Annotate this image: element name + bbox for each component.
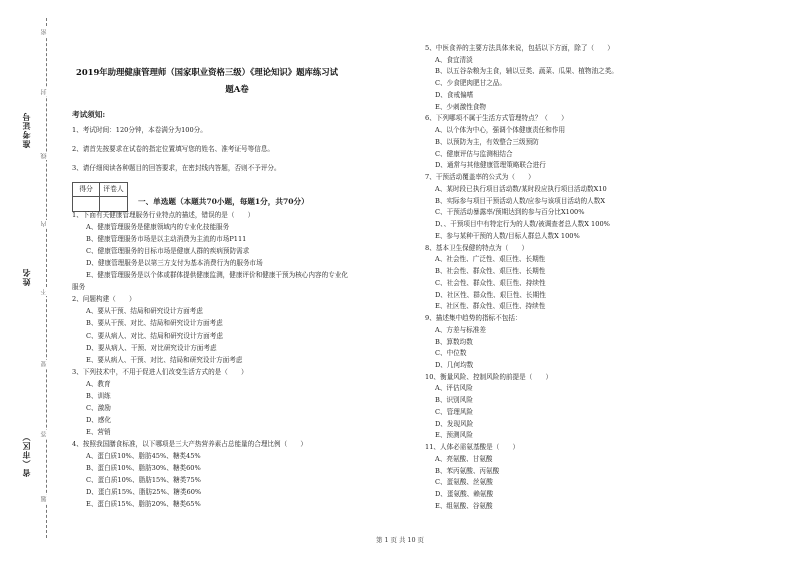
answer-option: D、、干预项目中有特定行为的人数/被调查者总人数X 100% [435, 220, 610, 229]
question-stem: 5、中医食养的主要方法具体来说，包括以下方面，除了（ ） [425, 44, 614, 52]
seal-mark: 内 [41, 221, 48, 227]
notice-heading: 考试须知: [72, 110, 106, 119]
answer-option: E、参与某种干预的人数/目标人群总人数X 100% [435, 231, 580, 240]
seal-mark: 不 [41, 289, 48, 295]
answer-option: C、中位数 [435, 349, 467, 358]
answer-option: C、要从病人、对比、结局和研究设计方面考虑 [86, 331, 223, 340]
notice-item: 3、请仔细阅读各种题目的回答要求，在密封线内答题，否则不予评分。 [72, 164, 281, 172]
answer-option: D、蛋白质15%、脂肪25%、糖类60% [86, 488, 202, 497]
answer-option: B、社会性、群众性、艰巨性、长期性 [435, 267, 546, 276]
notice-item: 1、考试时间：120分钟，本卷满分为100分。 [72, 126, 207, 134]
answer-option: D、通常与其他健康管理策略联合进行 [435, 161, 546, 170]
seal-mark: 题 [41, 496, 48, 502]
question-stem: 7、干预活动覆盖率的公式为（ ） [425, 173, 535, 182]
field-province: 省（市区） [21, 432, 31, 477]
answer-option: E、营销 [86, 427, 111, 436]
answer-option: B、算数均数 [435, 337, 473, 346]
question-stem: 3、下列技术中，不用于促进人们改变生活方式的是（ ） [72, 367, 248, 376]
question-stem: 8、基本卫生保健的特点为（ ） [425, 243, 529, 252]
answer-option: D、社区性、群众性、艰巨性、长期性 [435, 290, 546, 299]
answer-option: D、健康管理服务是以第三方支付为基本消费行为的服务市场 [86, 259, 263, 268]
answer-option: C、社会性、群众性、艰巨性、持续性 [435, 278, 546, 287]
question-stem: 2、问题构建（ ） [72, 295, 136, 304]
answer-option: B、要从干预、对比、结局和研究设计方面考虑 [86, 319, 223, 328]
answer-option: C、健康评估与监测相结合 [435, 149, 513, 158]
answer-option: E、少刺激性食物 [435, 102, 486, 111]
answer-option: B、蛋白质10%、脂肪30%、糖类60% [86, 464, 201, 473]
answer-option: E、蛋白质15%、脂肪20%、糖类65% [86, 500, 201, 509]
answer-option: A、健康管理服务是健康领域内的专业化技能服务 [86, 223, 230, 232]
section-title: 一、单选题（本题共70小题，每题1分，共70分） [138, 197, 309, 206]
seal-mark: 封 [41, 89, 48, 95]
seal-mark: 答 [41, 431, 48, 437]
page-footer: 第 1 页 共 10 页 [376, 536, 424, 544]
answer-option: C、激励 [86, 403, 111, 412]
score-label: 得分 [73, 183, 100, 196]
answer-option: E、社区性、群众性、艰巨性、持续性 [435, 302, 546, 311]
answer-option: C、健康管理服务的目标市场是健康人群的疾病预防需求 [86, 247, 250, 256]
answer-option: A、评估风险 [435, 384, 473, 393]
seal-mark: 线 [41, 153, 48, 159]
question-stem: 10、衡量风险、控制风险的前提是（ ） [425, 372, 553, 381]
seal-mark: 密 [41, 29, 48, 35]
answer-option: B、训练 [86, 391, 111, 400]
answer-option: A、方差与标准差 [435, 325, 486, 334]
seal-mark: 要 [41, 361, 48, 367]
binding-margin [0, 0, 62, 565]
answer-option: E、预测风险 [435, 431, 473, 440]
answer-option: B、健康管理服务市场是以主动消费为主流的市场P111 [86, 235, 247, 244]
answer-option: E、组氨酸、谷氨酸 [435, 501, 493, 510]
answer-option: C、蛋白质10%、脂肪15%、糖类75% [86, 476, 201, 485]
answer-option: C、少食肥肉肥甘之品。 [435, 79, 506, 88]
exam-title [72, 66, 402, 96]
grader-label: 评卷人 [103, 185, 124, 193]
answer-option: D、蛋氨酸、赖氨酸 [435, 490, 494, 499]
answer-option: B、识别风险 [435, 396, 473, 405]
exam-title-line2: 题A卷 [225, 84, 249, 94]
answer-option: B、以预防为主，有效整合三级预防 [435, 137, 539, 146]
question-stem: 11、人体必需氨基酸是（ ） [425, 443, 520, 452]
answer-option: A、食宜清淡 [435, 55, 473, 64]
exam-title-line1: 2019年助理健康管理师（国家职业资格三级）《理论知识》题库练习试 [76, 67, 338, 77]
question-stem: 4、按照我国膳食标准，以下哪项是三大产热营养素占总能量的合理比例（ ） [72, 439, 307, 448]
answer-option: B、以五谷杂粮为主食，辅以豆类、蔬菜、瓜果、植物油之类。 [435, 67, 618, 76]
answer-option: A、以个体为中心，强调个体健康责任和作用 [435, 126, 566, 135]
answer-option: B、实际参与项目干预活动人数/应参与该项目活动的人数X [435, 196, 606, 205]
score-box [72, 182, 128, 212]
answer-option: E、健康管理服务是以个体或群体提供健康监测，健康评价和健康干预为核心内容的专业化 [86, 271, 348, 280]
answer-option: D、几何均数 [435, 360, 474, 369]
answer-option: D、食戒偏嗜 [435, 90, 474, 99]
question-stem: 服务 [72, 283, 86, 292]
question-stem: 6、下列哪项不属于生活方式管理特点？（ ） [425, 114, 568, 123]
answer-option: A、社会性、广泛性、艰巨性、长期性 [435, 255, 546, 264]
notice-item: 2、请首先按要求在试卷的指定位置填写您的姓名、准考证号等信息。 [72, 145, 275, 153]
question-stem: 1、下面有关健康管理服务行业特点的描述，错误的是（ ） [72, 211, 255, 219]
answer-option: A、蛋白质10%、脂肪45%、糖类45% [86, 452, 201, 460]
answer-option: C、蛋氨酸、丝氨酸 [435, 478, 493, 487]
answer-option: A、要从干预、结局和研究设计方面考虑 [86, 307, 203, 316]
answer-option: C、干预活动暴露率/预期达到的参与百分比X100% [435, 208, 585, 217]
field-exam-number: 准考证号 [21, 112, 31, 148]
answer-option: E、要从病人、干预、对比、结局和研究设计方面考虑 [86, 355, 243, 364]
field-name: 姓名 [21, 268, 31, 286]
answer-option: C、管理风险 [435, 407, 474, 416]
answer-option: D、发现风险 [435, 419, 474, 428]
answer-option: B、苯丙氨酸、丙氨酸 [435, 466, 500, 475]
answer-option: A、亮氨酸、甘氨酸 [435, 454, 493, 463]
seal-line [46, 18, 47, 538]
answer-option: A、教育 [86, 379, 111, 388]
question-stem: 9、描述集中趋势的指标不包括： [425, 314, 522, 323]
answer-option: A、某时段已执行项目活动数/某时段应执行项目活动数X10 [435, 184, 607, 193]
answer-option: D、感化 [86, 415, 112, 424]
answer-option: D、要从病人、干预、对比研究设计方面考虑 [86, 343, 217, 352]
